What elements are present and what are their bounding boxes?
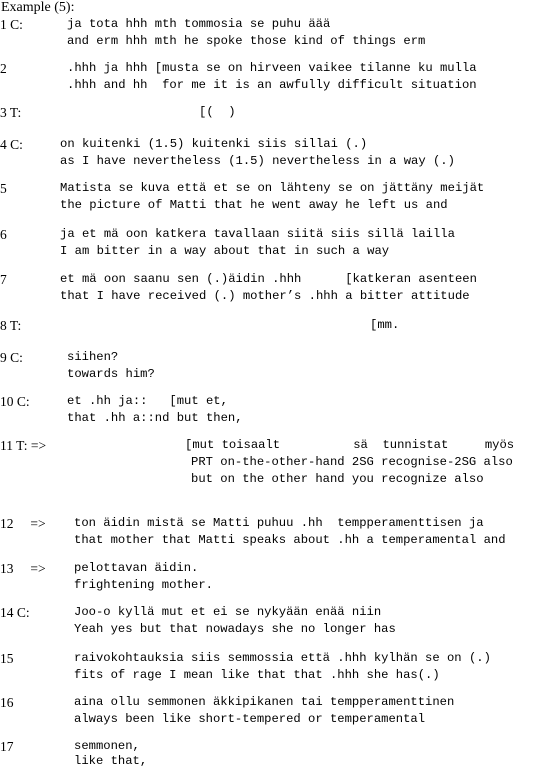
line-number-label: 4 C: (0, 137, 23, 152)
finnish-utterance: semmonen, (74, 739, 140, 753)
transcript-line-13 (0, 560, 546, 600)
line-number-label: 2 (0, 61, 7, 76)
english-translation: towards him? (67, 367, 155, 381)
transcript-line-17 (0, 738, 546, 771)
english-translation: that I have received (.) mother’s .hhh a bitter attitude (60, 289, 470, 303)
english-translation: Yeah yes but that nowadays she no longer has (74, 622, 396, 636)
line-number-label: 1 C: (0, 17, 23, 32)
line-number-label: 17 (0, 739, 14, 754)
line-number-label: 9 C: (0, 350, 23, 365)
morpheme-gloss: PRT on-the-other-hand 2SG recognise-2SG also (191, 455, 513, 469)
transcript-line-14 (0, 604, 546, 644)
line-number-label: 6 (0, 227, 7, 242)
transcript-line-4 (0, 136, 546, 176)
line-number-label: 5 (0, 181, 7, 196)
english-translation: and erm hhh mth he spoke those kind of things erm (67, 34, 426, 48)
finnish-utterance: et mä oon saanu sen (.)äidin .hhh [katkeran asenteen (60, 272, 477, 286)
line-number-label: 3 T: (0, 105, 22, 120)
finnish-utterance: on kuitenki (1.5) kuitenki siis sillai (.) (60, 137, 368, 151)
finnish-utterance: ja tota hhh mth tommosia se puhu äää (67, 17, 331, 31)
finnish-utterance: et .hh ja:: [mut et, (67, 394, 228, 408)
transcript-line-12 (0, 515, 546, 555)
transcript-line-1 (0, 16, 546, 56)
english-translation: the picture of Matti that he went away he left us and (60, 198, 448, 212)
finnish-utterance: ja et mä oon katkera tavallaan siitä siis sillä lailla (60, 227, 455, 241)
english-translation: that mother that Matti speaks about .hh a temperamental and (74, 533, 506, 547)
english-translation: I am bitter in a way about that in such a way (60, 244, 390, 258)
finnish-utterance: pelottavan äidin. (74, 561, 199, 575)
finnish-utterance: [mut toisaalt sä tunnistat myös (185, 438, 515, 452)
transcript-line-7 (0, 271, 546, 311)
line-number-label: 16 (0, 695, 14, 710)
line-number-label: 15 (0, 651, 14, 666)
english-translation: that .hh a::nd but then, (67, 411, 243, 425)
finnish-utterance: [mm. (370, 318, 400, 332)
transcript-line-6 (0, 226, 546, 266)
english-translation: but on the other hand you recognize also (191, 472, 484, 486)
transcript-line-9 (0, 349, 546, 389)
finnish-utterance: Joo-o kyllä mut et ei se nykyään enää niin (74, 605, 382, 619)
finnish-utterance: ton äidin mistä se Matti puhuu .hh tempperamenttisen ja (74, 516, 484, 530)
english-translation: frightening mother. (74, 578, 213, 592)
transcript-line-11 (0, 437, 546, 493)
english-translation: fits of rage I mean like that that .hhh she has(.) (74, 668, 440, 682)
transcript-line-2 (0, 60, 546, 100)
line-number-label: 11 T: => (0, 438, 47, 453)
finnish-utterance: aina ollu semmonen äkkipikanen tai tempperamenttinen (74, 695, 455, 709)
english-translation: like that, (74, 754, 148, 768)
transcript-line-15 (0, 650, 546, 690)
transcript-line-10 (0, 393, 546, 433)
line-number-label: 12 => (0, 516, 46, 531)
finnish-utterance: .hhh ja hhh [musta se on hirveen vaikee tilanne ku mulla (67, 61, 477, 75)
finnish-utterance: Matista se kuva että et se on lähteny se on jättäny meijät (60, 181, 485, 195)
line-number-label: 10 C: (0, 394, 30, 409)
transcript-line-16 (0, 694, 546, 734)
line-number-label: 8 T: (0, 318, 22, 333)
finnish-utterance: siihen? (67, 350, 119, 364)
example-heading: Example (5): (1, 0, 75, 15)
english-translation: as I have nevertheless (1.5) nevertheless in a way (.) (60, 154, 455, 168)
line-number-label: 7 (0, 272, 7, 287)
transcript-line-5 (0, 180, 546, 220)
finnish-utterance: [( ) (199, 105, 236, 119)
finnish-utterance: raivokohtauksia siis semmossia että .hhh kylhän se on (.) (74, 651, 491, 665)
line-number-label: 14 C: (0, 605, 30, 620)
line-number-label: 13 => (0, 561, 46, 576)
english-translation: always been like short-tempered or temperamental (74, 712, 426, 726)
english-translation: .hhh and hh for me it is an awfully difficult situation (67, 78, 477, 92)
